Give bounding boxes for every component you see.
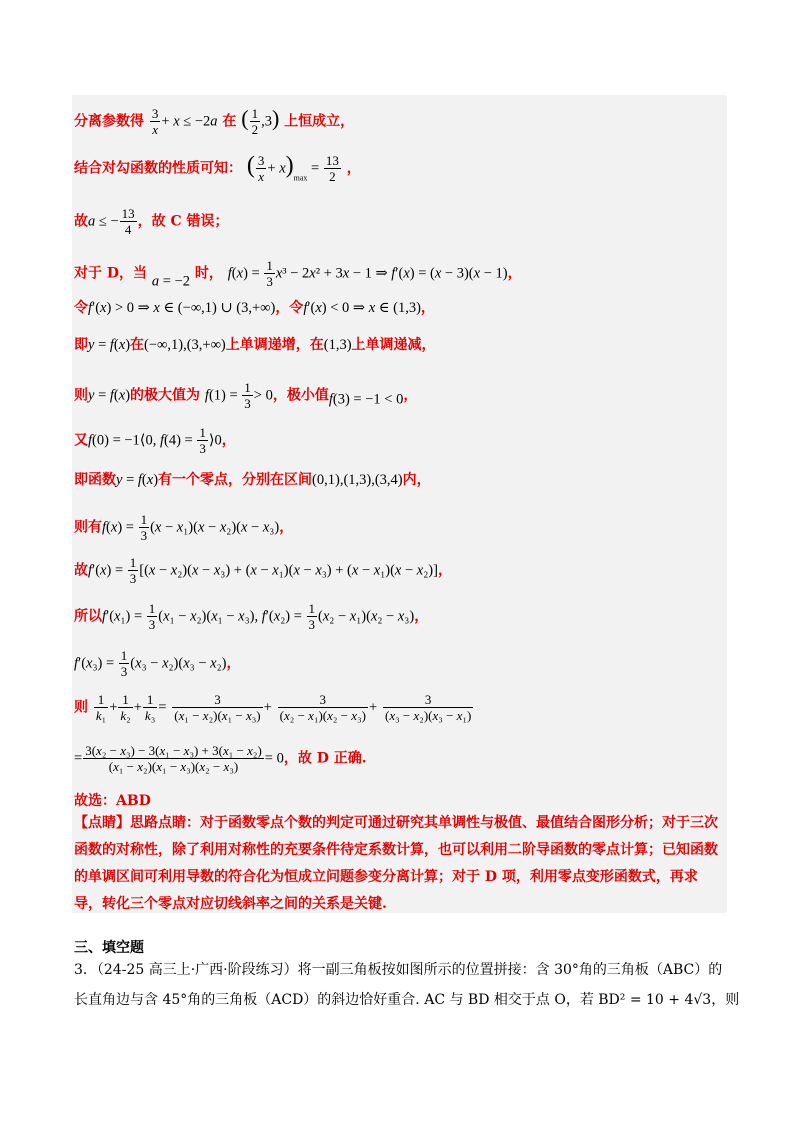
- comment-paragraph: 【点睛】思路点睛：对于函数零点个数的判定可通过研究其单调性与极值、最值结合图形分析；对于三次函数的对称性，除了利用对称性的充要条件待定系数计算，也可以利用二阶导函数的零点计算；已知函数的单调区间可利用导数的符合化为恒成立问题参变分离计算；对于 D 项，利用零点变形函数式，再求导，转化三个零点对应切线斜率之间的关系是关键.: [74, 815, 718, 912]
- section-title: 三、填空题: [74, 940, 144, 956]
- solution-line-11: 故f′(x) = $\frac{1}{3}$ [(x − x₂)(x − x₃) + (x − x₁)(x − x₃) + (x − x₁)(x − x₂)]，: [74, 555, 452, 586]
- solution-line-10: 则有f(x) = $\frac{1}{3}$ (x − x₁)(x − x₂)(x − x₃)，: [74, 512, 294, 543]
- frac-3-over-x: $\frac{3}{x}$: [151, 106, 159, 137]
- solution-line-15: = $\frac{\text{3(x₂ − x₃) − 3(x₁ − x₃) + 3(x₁ − x₂)}}{\text{(x₁ − x₂)(x₁ − x₃)(x₂ − x₃)}}$ = 0，故 D 正确.: [74, 743, 367, 774]
- solution-line-5: 令f′(x) > 0 ⇒ x ∈ (−∞,1) ∪ (3,+∞)，令f′(x) < 0 ⇒ x ∈ (1,3)，: [74, 300, 435, 316]
- solution-line-2: 结合对勾函数的性质可知： ( $\frac{3}{x}$ + $x)_{max}$ = $\frac{13}{2}$ ，: [74, 152, 361, 184]
- question-line-2: 长直角边与含 45°角的三角板（ACD）的斜边恰好重合. AC 与 BD 相交于点 O，若 BD² = 10 + 4√3，则: [74, 992, 740, 1008]
- solution-line-14: 则 $\frac{1}{\text{k₁}}$ + $\frac{1}{\text{k₂}}$ + $\frac{1}{\text{k₃}}$ = $\frac{3}{\text{(x₁ − x₂)(x₁ − x₃)}}$ + $\frac{3}{\text{(x₂ − x₁)(x₂ − x₃)}}$ + $\frac{3}{\text{(x₃ − x₂)(x₃ − x₁)}}$: [74, 692, 472, 723]
- solution-line-6: 即y = f(x)在(−∞,1),(3,+∞)上单调递增，在(1,3)上单调递减，: [74, 337, 436, 353]
- solution-line-3: 故a ≤ − $\frac{13}{4}$ ，故 C 错误；: [74, 206, 229, 237]
- question-line-1: 3．（24-25 高三上·广西·阶段练习）将一副三角板按如图所示的位置拼接：含 30°角的三角板（ABC）的: [74, 962, 723, 978]
- solution-line-9: 即函数y = f(x)有一个零点，分别在区间(0,1),(1,3),(3,4)内，: [74, 472, 431, 488]
- answer-line: 故选：ABD: [74, 793, 151, 809]
- solution-line-4: 对于 D，当 a = −2 时， f(x) = $\frac{1}{3}$ x³ − 2x² + 3x − 1 ⇒ f′(x) = (x − 3)(x − 1)，: [74, 258, 522, 290]
- solution-line-1: 分离参数得 $\frac{3}{x}$ + x ≤ −2a 在 ( $\frac{1}{2}$ ,3) 上恒成立，: [74, 105, 355, 137]
- solution-line-12: 所以f′(x₁) = $\frac{1}{3}$ (x₁ − x₂)(x₁ − x₃), f′(x₂) = $\frac{1}{3}$ (x₂ − x₁)(x₂ − x₃)，: [74, 601, 429, 632]
- solution-line-7: 则y = f(x)的极大值为 f(1) = $\frac{1}{3}$ > 0，极小值f(3) = −1 < 0，: [74, 380, 418, 411]
- solution-line-13: f′(x₃) = $\frac{1}{3}$ (x₃ − x₂)(x₃ − x₂)，: [74, 648, 241, 679]
- solution-line-8: 又f(0) = −1⟨0, f(4) = $\frac{1}{3}$ ⟩0，: [74, 425, 236, 456]
